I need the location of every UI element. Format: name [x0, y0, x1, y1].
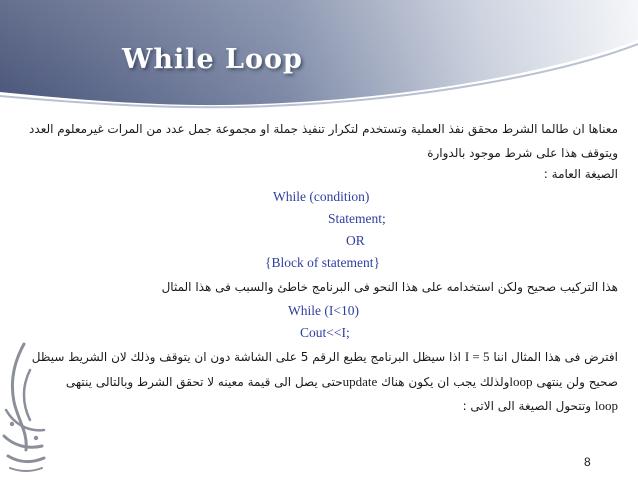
- para2-update: update: [342, 374, 378, 389]
- body-line-3: الصيغة العامة :: [543, 167, 618, 181]
- body-line-1: معناها ان طالما الشرط محقق نفذ العملية وتستخدم لتكرار تنفيذ جملة او مجموعة جمل عدد من المرات غيرمعلوم العدد: [29, 122, 618, 136]
- slide-title: While Loop: [122, 44, 303, 75]
- syntax-line-4: {Block of statement}: [265, 255, 380, 270]
- paragraph-line-1: [32, 349, 618, 365]
- syntax-line-2: Statement;: [328, 211, 386, 226]
- page-number: 8: [584, 455, 591, 469]
- watermark-logo: [0, 340, 50, 478]
- body-line-4: هذا التركيب صحيح ولكن استخدامه على هذا النحو فى البرنامج خاطئ والسبب فى هذا المثال: [161, 280, 618, 294]
- paragraph-line-2: [66, 374, 618, 390]
- para3-loop: loop: [594, 398, 618, 413]
- para2-text-c: حتى يصل الى قيمة معينه لا تحقق الشرط وبالتالى ينتهى: [65, 375, 343, 389]
- example-line-2: Cout<<I;: [300, 325, 350, 340]
- para2-loop: loop: [509, 374, 533, 389]
- para1-text-b: اذا سيظل البرنامج يطبع الرقم 5 على الشاشة دون ان يتوقف وذلك لان الشريط سيظل: [31, 350, 462, 364]
- para3-text-b: وتتحول الصيغة الى الاتى :: [462, 399, 592, 413]
- body-line-2: ويتوقف هذا على شرط موجود بالدوارة: [427, 146, 618, 160]
- syntax-line-3: OR: [346, 233, 365, 248]
- example-line-1: While (I<10): [288, 303, 359, 318]
- paragraph-line-3: [463, 398, 618, 414]
- para2-text-a: صحيح ولن ينتهى: [536, 375, 618, 389]
- para1-variable: I = 5: [464, 349, 490, 364]
- syntax-line-1: While (condition): [273, 189, 370, 204]
- para1-text-a: افترض فى هذا المثال اننا: [493, 350, 618, 364]
- header-band: [0, 0, 638, 112]
- para2-text-b: ولذلك يجب ان يكون هناك: [381, 375, 510, 389]
